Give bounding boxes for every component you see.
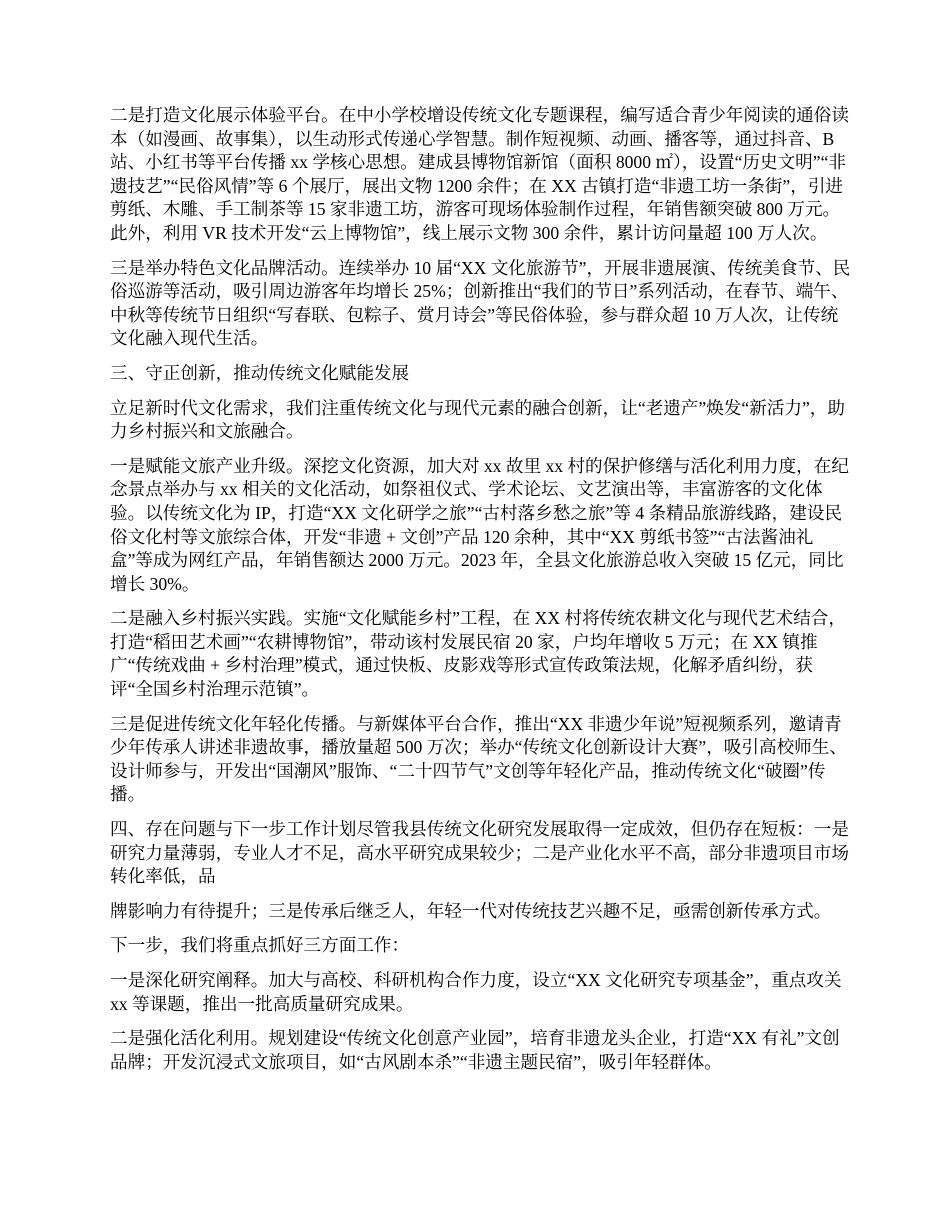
paragraph-activation-utilization: 二是强化活化利用。规划建设“传统文化创意产业园”，培育非遗龙头企业，打造“XX 有礼”文创品牌；开发沉浸式文旅项目，如“古风剧本杀”“非遗主题民宿”，吸引年轻群体。 <box>110 1028 840 1072</box>
paragraph-tourism-upgrade: 一是赋能文旅产业升级。深挖文化资源，加大对 xx 故里 xx 村的保护修缮与活化利用力度，在纪念景点举办与 xx 相关的文化活动，如祭祖仪式、学术论坛、文艺演出等，丰富游客的文化体验。以传统文化为 IP，打造“XX 文化研学之旅”“古村落乡愁之旅”等 4 条精品旅游线路，建设民俗文化村等文旅综合体，开发“非遗 + 文创”产品 120 余种，其中“XX 剪纸书签”“古法酱油礼盒”等成为网红产品，年销售额达 2000 万元。2023 年，全县文化旅游总收入突破 15 亿元，同比增长 30%。 <box>110 455 849 594</box>
paragraph-problems-part1: 四、存在问题与下一步工作计划尽管我县传统文化研究发展取得一定成效，但仍存在短板：一是研究力量薄弱，专业人才不足，高水平研究成果较少；二是产业化水平不高，部分非遗项目市场转化率低，品 <box>110 819 849 887</box>
paragraph-deepen-research: 一是深化研究阐释。加大与高校、科研机构合作力度，设立“XX 文化研究专项基金”，重点攻关 xx 等课题，推出一批高质量研究成果。 <box>110 970 842 1014</box>
paragraph-platform-building: 二是打造文化展示体验平台。在中小学校增设传统文化专题课程，编写适合青少年阅读的通俗读本（如漫画、故事集），以生动形式传递心学智慧。制作短视频、动画、播客等，通过抖音、B 站、小红书等平台传播 xx 学核心思想。建成县博物馆新馆（面积 8000 ㎡），设置“历史文明”“非遗技艺”“民俗风情”等 6 个展厅，展出文物 1200 余件；在 XX 古镇打造“非遗工坊一条街”，引进剪纸、木雕、手工制茶等 15 家非遗工坊，游客可现场体验制作过程，年销售额突破 800 万元。此外，利用 VR 技术开发“云上博物馆”，线上展示文物 300 余件，累计访问量超 100 万人次。 <box>110 105 849 243</box>
paragraph-rural-revitalization: 二是融入乡村振兴实践。实施“文化赋能乡村”工程，在 XX 村将传统农耕文化与现代艺术结合，打造“稻田艺术画”“农耕博物馆”，带动该村发展民宿 20 家，户均年增收 5 万元；在 XX 镇推广“传统戏曲 + 乡村治理”模式，通过快板、皮影戏等形式宣传政策法规，化解矛盾纠纷，获评“全国乡村治理示范镇”。 <box>110 608 846 700</box>
paragraph-brand-activities: 三是举办特色文化品牌活动。连续举办 10 届“XX 文化旅游节”，开展非遗展演、传统美食节、民俗巡游等活动，吸引周边游客年均增长 25%；创新推出“我们的节日”系列活动，在春节、端午、中秋等传统节日组织“写春联、包粽子、赏月诗会”等民俗体验，参与群众超 10 万人次，让传统文化融入现代生活。 <box>110 257 851 349</box>
paragraph-next-steps-intro: 下一步，我们将重点抓好三方面工作： <box>110 935 410 956</box>
paragraph-youth-communication: 三是促进传统文化年轻化传播。与新媒体平台合作，推出“XX 非遗少年说”短视频系列，邀请青少年传承人讲述非遗故事，播放量超 500 万次；举办“传统文化创新设计大赛”，吸引高校师生、设计师参与，开发出“国潮风”服饰、“二十四节气”文创等年轻化产品，推动传统文化“破圈”传播。 <box>110 713 847 805</box>
section-heading-three: 三、守正创新，推动传统文化赋能发展 <box>110 362 410 383</box>
document-body <box>110 104 852 1085</box>
paragraph-problems-part2: 牌影响力有待提升；三是传承后继乏人，年轻一代对传统技艺兴趣不足，亟需创新传承方式。 <box>110 900 832 921</box>
paragraph-section-intro: 立足新时代文化需求，我们注重传统文化与现代元素的融合创新，让“老遗产”焕发“新活力”，助力乡村振兴和文旅融合。 <box>110 397 845 442</box>
